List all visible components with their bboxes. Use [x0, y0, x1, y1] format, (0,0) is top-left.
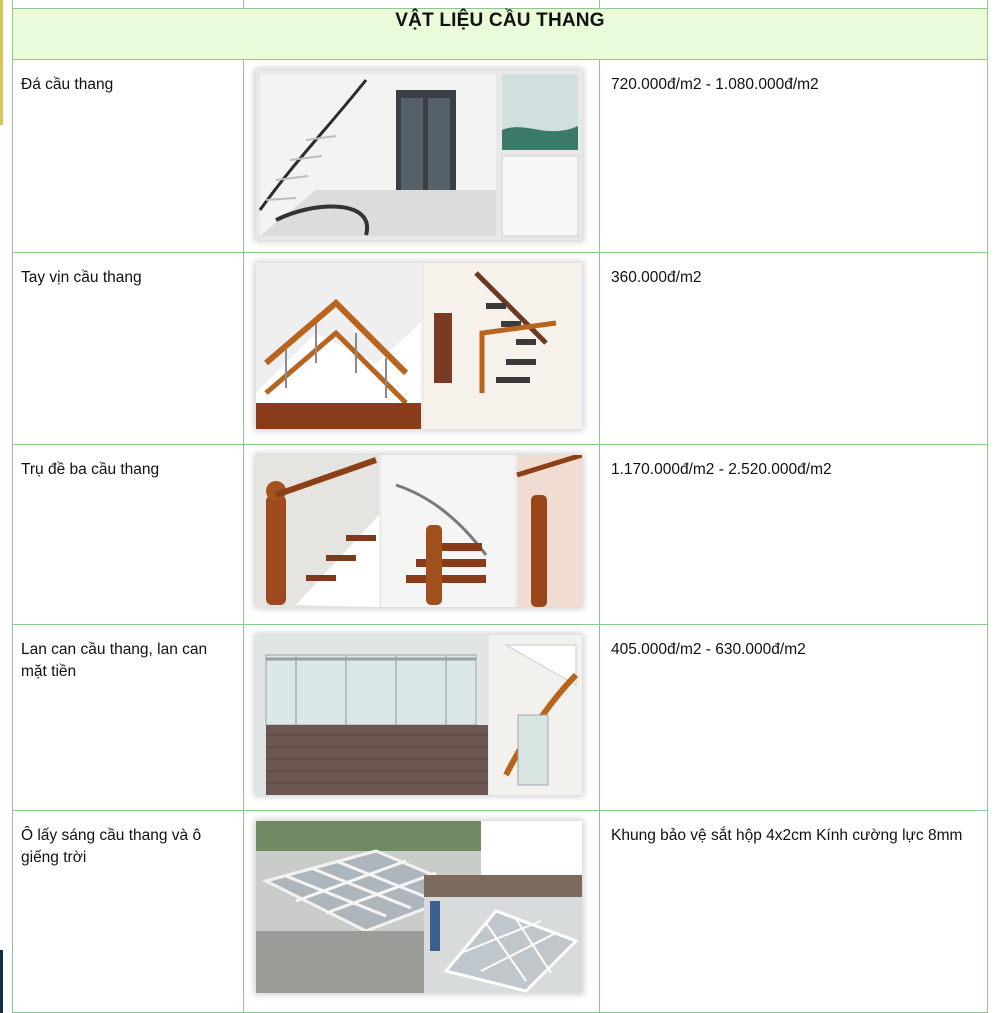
- material-price: 360.000đ/m2: [600, 253, 988, 445]
- material-name: Lan can cầu thang, lan can mặt tiền: [13, 625, 244, 811]
- left-edge-strip-bottom: [0, 950, 3, 1013]
- table-row: [13, 811, 988, 1013]
- material-price: Khung bảo vệ sắt hộp 4x2cm Kính cường lực 8mm: [600, 811, 988, 1013]
- material-image-cell: [244, 811, 600, 1013]
- newel-post-photo-icon: [256, 455, 582, 607]
- material-name: Trụ đề ba cầu thang: [13, 445, 244, 625]
- table-top-strip: [13, 0, 988, 9]
- material-image-cell: [244, 625, 600, 811]
- handrail-photo-icon: [256, 263, 582, 429]
- material-price: 720.000đ/m2 - 1.080.000đ/m2: [600, 60, 988, 253]
- material-image-cell: [244, 445, 600, 625]
- table-row: [13, 445, 988, 625]
- left-edge-strip: [0, 0, 3, 125]
- material-name: Tay vịn cầu thang: [13, 253, 244, 445]
- table-row: [13, 253, 988, 445]
- material-name: Đá cầu thang: [13, 60, 244, 253]
- table-row: [13, 625, 988, 811]
- stair-materials-table: [12, 0, 988, 1013]
- material-name: Ô lấy sáng cầu thang và ô giếng trời: [13, 811, 244, 1013]
- table-header-row: [13, 9, 988, 60]
- material-price: 1.170.000đ/m2 - 2.520.000đ/m2: [600, 445, 988, 625]
- skylight-frame-photo-icon: [256, 821, 582, 993]
- glass-railing-photo-icon: [256, 635, 582, 795]
- marble-stair-photo-icon: [256, 70, 582, 240]
- material-image-cell: [244, 60, 600, 253]
- section-title: VẬT LIỆU CẦU THANG: [13, 9, 988, 60]
- material-image-cell: [244, 253, 600, 445]
- material-price: 405.000đ/m2 - 630.000đ/m2: [600, 625, 988, 811]
- table-row: [13, 60, 988, 253]
